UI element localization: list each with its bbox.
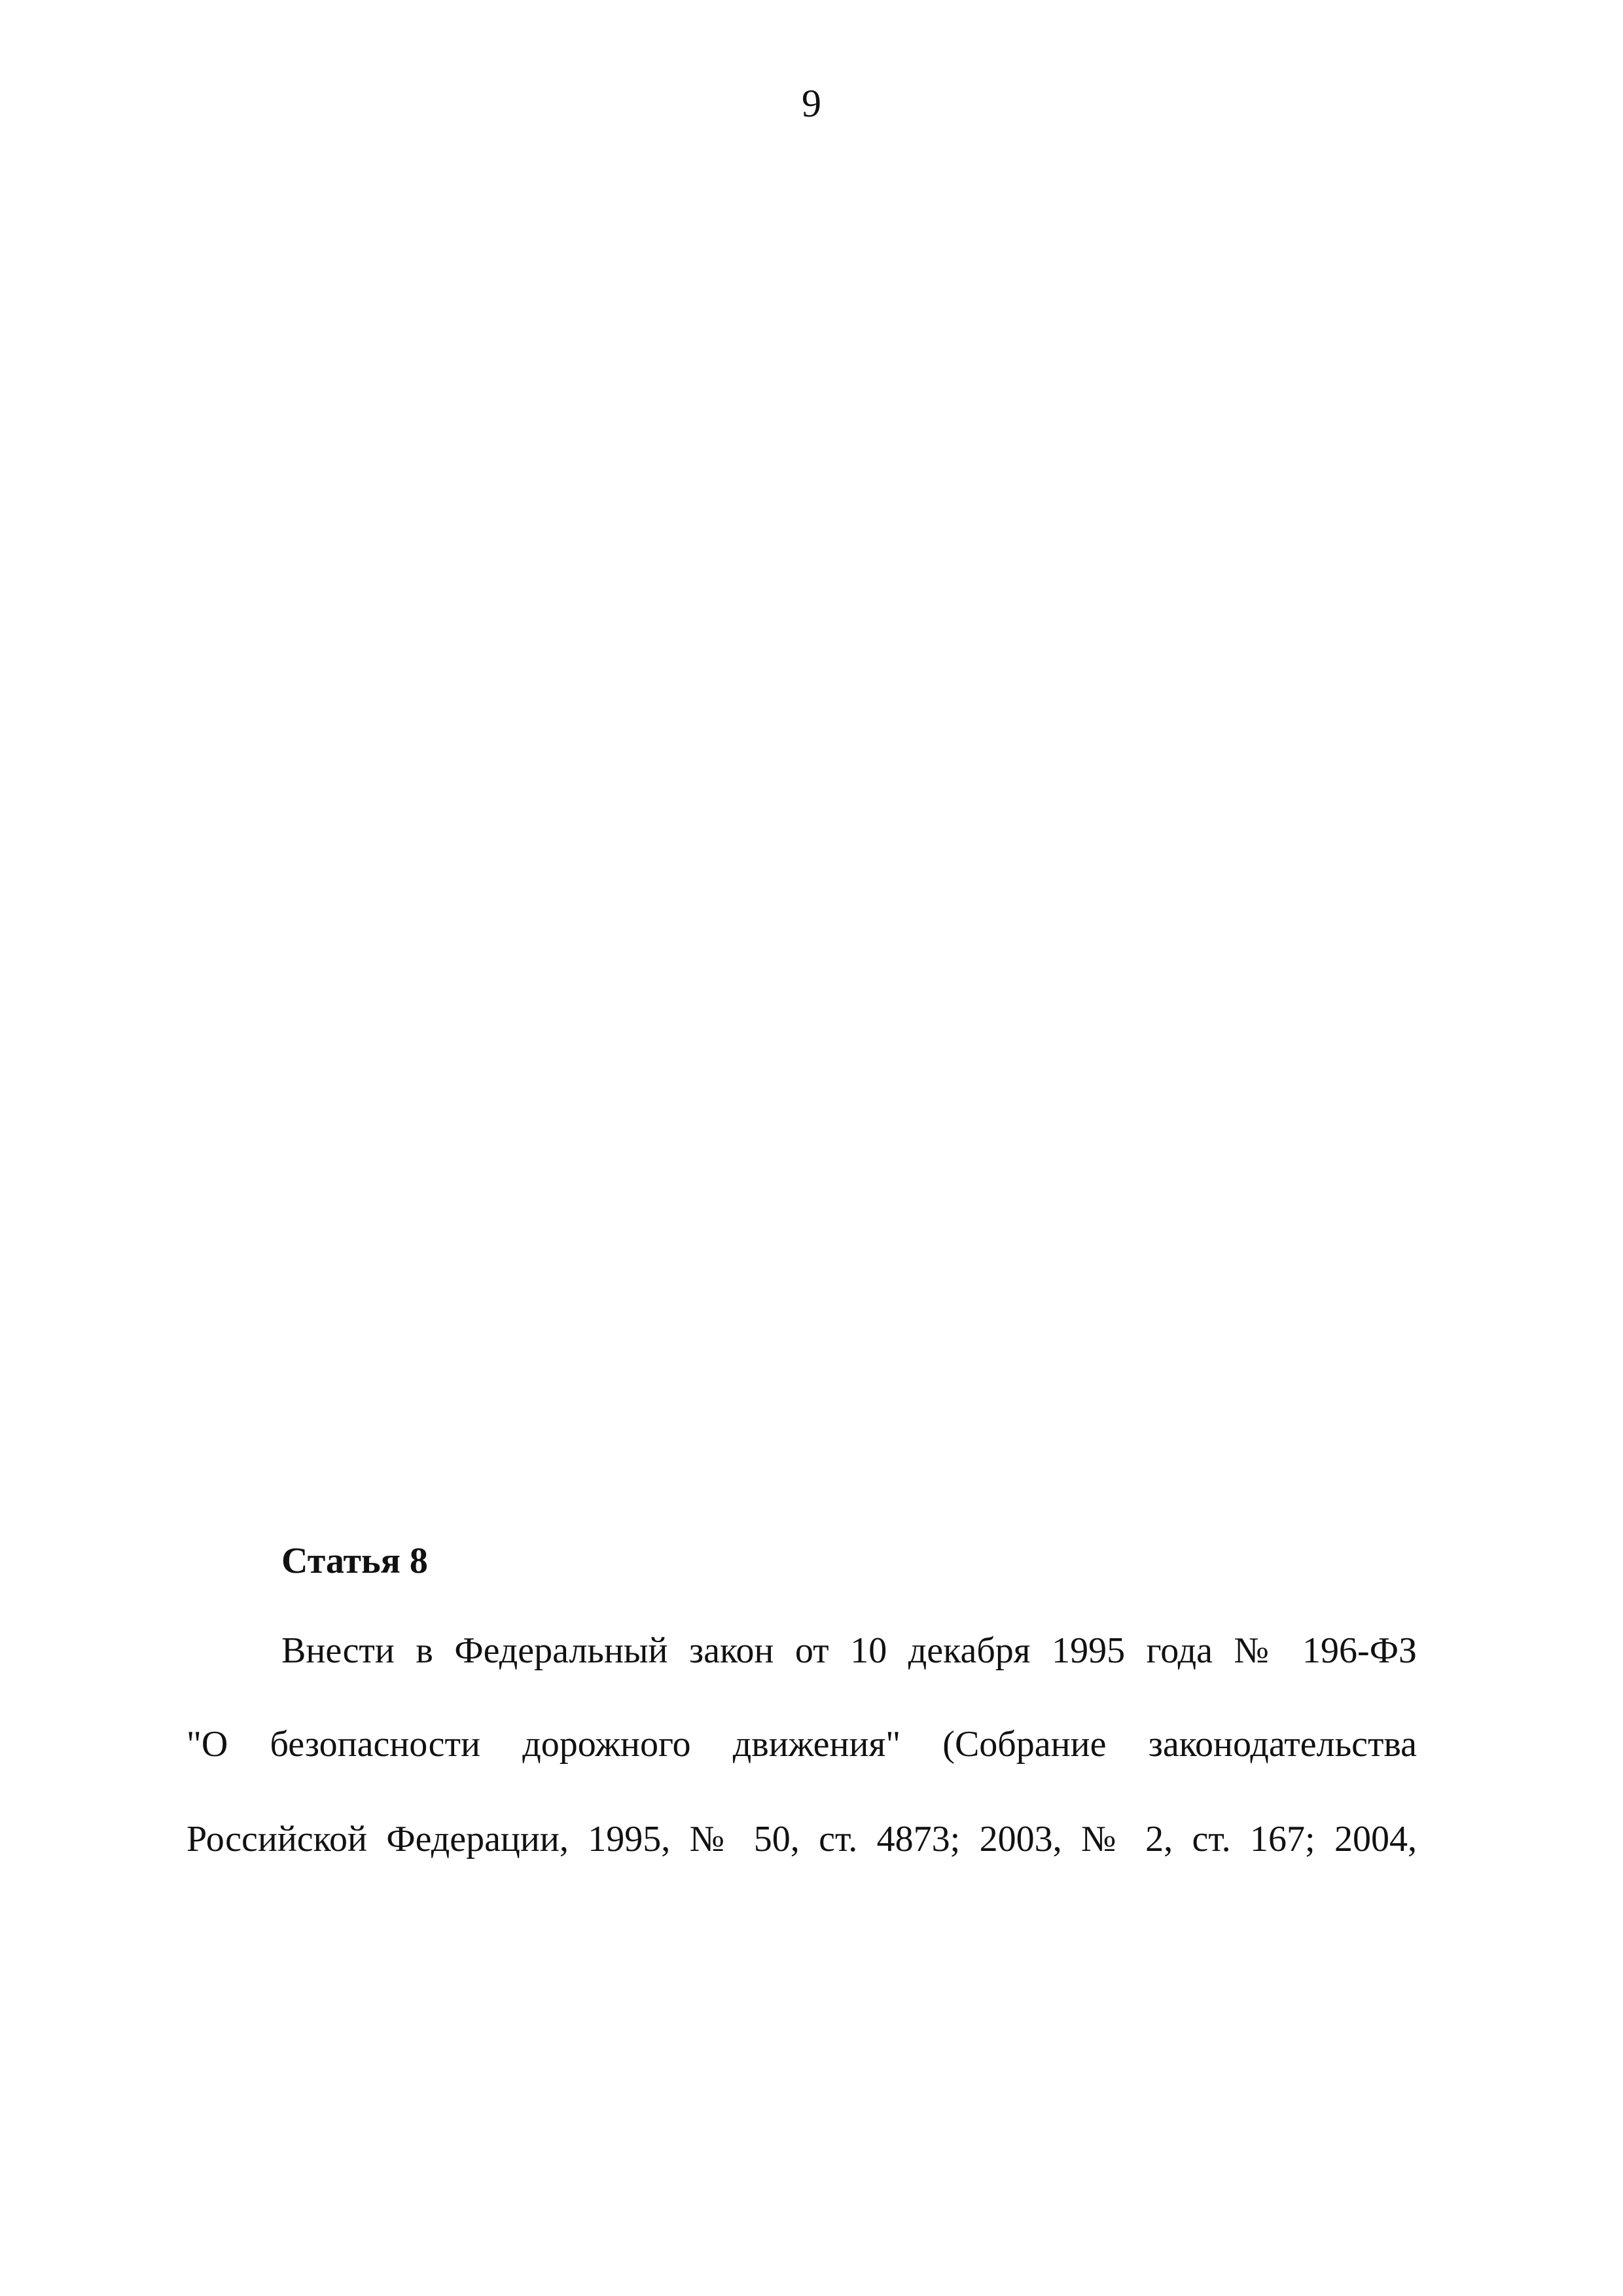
- article-heading: Статья 8: [281, 1541, 428, 1581]
- page-number: 9: [802, 82, 821, 125]
- body-line: "О безопасности дорожного движения" (Собрание законодательства: [187, 1724, 1417, 1765]
- body-line: Внести в Федеральный закон от 10 декабря 1995 года № 196-ФЗ: [281, 1630, 1417, 1671]
- body-line: Российской Федерации, 1995, № 50, ст. 4873; 2003, № 2, ст. 167; 2004,: [187, 1819, 1417, 1859]
